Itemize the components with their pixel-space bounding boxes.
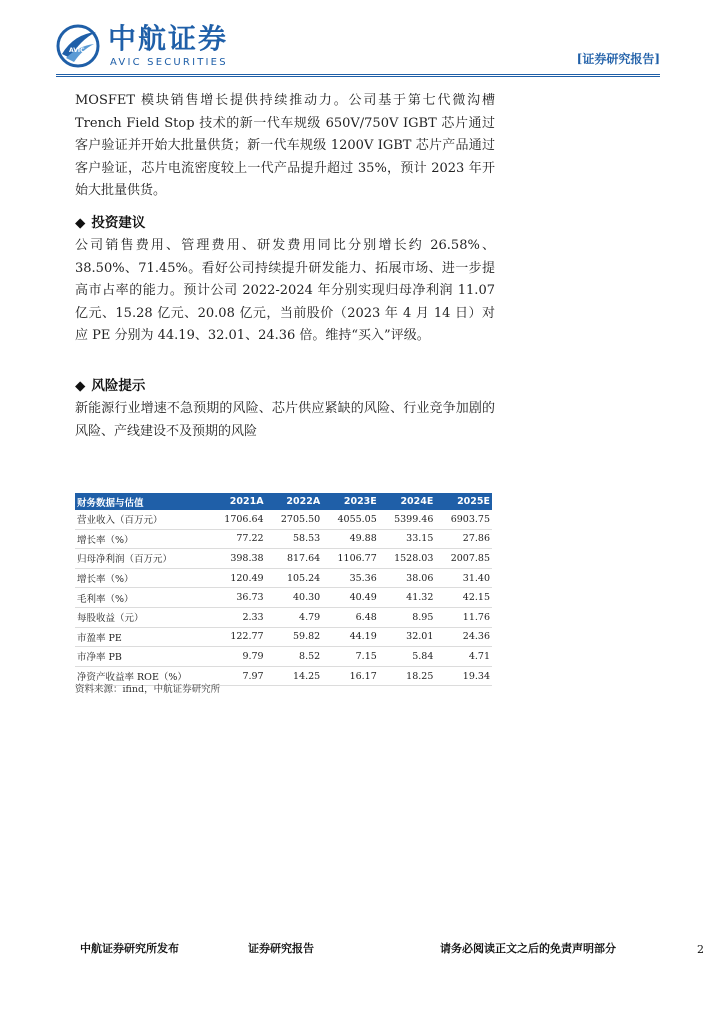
footer-report-type: 证券研究报告 xyxy=(248,942,314,955)
table-cell: 49.88 xyxy=(322,529,379,549)
table-cell: 40.49 xyxy=(322,588,379,608)
risk-section-title xyxy=(75,374,145,394)
diamond-bullet-icon: ◆ xyxy=(75,215,86,231)
table-header-cell: 2025E xyxy=(435,493,492,510)
table-cell: 16.17 xyxy=(322,666,379,686)
table-cell: 9.79 xyxy=(209,647,266,667)
table-cell: 14.25 xyxy=(266,666,323,686)
header-divider-secondary xyxy=(56,76,660,77)
table-header-row xyxy=(75,493,492,510)
table-row xyxy=(75,529,492,549)
table-cell: 59.82 xyxy=(266,627,323,647)
table-header-cell: 2023E xyxy=(322,493,379,510)
table-cell: 398.38 xyxy=(209,549,266,569)
page-header xyxy=(56,22,660,74)
table-cell: 31.40 xyxy=(435,568,492,588)
table-cell: 58.53 xyxy=(266,529,323,549)
table-cell: 增长率（%） xyxy=(75,568,209,588)
table-cell: 122.77 xyxy=(209,627,266,647)
table-cell: 1528.03 xyxy=(379,549,436,569)
table-cell: 4.79 xyxy=(266,607,323,627)
table-cell: 32.01 xyxy=(379,627,436,647)
table-cell: 18.25 xyxy=(379,666,436,686)
table-cell: 市盈率 PE xyxy=(75,627,209,647)
page-number: 2 xyxy=(697,943,704,956)
table-cell: 市净率 PB xyxy=(75,647,209,667)
table-cell: 40.30 xyxy=(266,588,323,608)
table-cell: 8.95 xyxy=(379,607,436,627)
table-cell: 27.86 xyxy=(435,529,492,549)
table-row xyxy=(75,549,492,569)
logo-chinese-name: 中航证券 xyxy=(108,22,229,55)
table-source-note: 资料来源：ifind，中航证券研究所 xyxy=(75,684,221,695)
table-cell: 38.06 xyxy=(379,568,436,588)
table-cell: 净资产收益率 ROE（%） xyxy=(75,666,209,686)
table-cell: 120.49 xyxy=(209,568,266,588)
table-cell: 35.36 xyxy=(322,568,379,588)
table-cell: 4055.05 xyxy=(322,510,379,529)
table-cell: 每股收益（元） xyxy=(75,607,209,627)
table-cell: 6.48 xyxy=(322,607,379,627)
table-cell: 36.73 xyxy=(209,588,266,608)
table-cell: 42.15 xyxy=(435,588,492,608)
header-divider xyxy=(56,74,660,75)
table-cell: 2705.50 xyxy=(266,510,323,529)
risk-paragraph: 新能源行业增速不急预期的风险、芯片供应紧缺的风险、行业竞争加剧的风险、产线建设不及预期的风险 xyxy=(75,401,495,439)
table-row xyxy=(75,647,492,667)
table-cell: 24.36 xyxy=(435,627,492,647)
table-cell: 11.76 xyxy=(435,607,492,627)
investment-paragraph: 公司销售费用、管理费用、研发费用同比分别增长约 26.58%、38.50%、71.45%。看好公司持续提升研发能力、拓展市场、进一步提高市占率的能力。预计公司 2022-2024 年分别实现归母净利润 11.07 亿元、15.28 亿元、20.08 亿元，当前股价（2023 年 4 月 14 日）对应 PE 分别为 44.19、32.01、24.36 倍。维持“买入”评级。 xyxy=(75,238,495,343)
table-header-cell: 2024E xyxy=(379,493,436,510)
table-cell: 2.33 xyxy=(209,607,266,627)
table-cell: 2007.85 xyxy=(435,549,492,569)
investment-title-text: 投资建议 xyxy=(91,215,146,231)
table-cell: 营业收入（百万元） xyxy=(75,510,209,529)
table-cell: 19.34 xyxy=(435,666,492,686)
intro-paragraph: MOSFET 模块销售增长提供持续推动力。公司基于第七代微沟槽 Trench Field Stop 技术的新一代车规级 650V/750V IGBT 芯片通过客户验证并开始大批量供货；新一代车规级 1200V IGBT 芯片产品通过客户验证，芯片电流密度较上一代产品提升超过 35%，预计 2023 年开始大批量供货。 xyxy=(75,93,495,198)
table-cell: 6903.75 xyxy=(435,510,492,529)
table-row xyxy=(75,568,492,588)
table-cell: 33.15 xyxy=(379,529,436,549)
table-cell: 增长率（%） xyxy=(75,529,209,549)
table-cell: 5399.46 xyxy=(379,510,436,529)
table-cell: 44.19 xyxy=(322,627,379,647)
investment-section-title xyxy=(75,211,145,231)
table-cell: 归母净利润（百万元） xyxy=(75,549,209,569)
table-header-cell: 2021A xyxy=(209,493,266,510)
table-cell: 1706.64 xyxy=(209,510,266,529)
table-row xyxy=(75,627,492,647)
table-header-cell: 财务数据与估值 xyxy=(75,493,209,510)
logo-mark-text: AVIC xyxy=(69,47,85,54)
table-cell: 817.64 xyxy=(266,549,323,569)
table-cell: 7.97 xyxy=(209,666,266,686)
table-header-cell: 2022A xyxy=(266,493,323,510)
diamond-bullet-icon: ◆ xyxy=(75,378,86,394)
footer-publisher: 中航证券研究所发布 xyxy=(80,942,179,955)
table-cell: 毛利率（%） xyxy=(75,588,209,608)
table-cell: 77.22 xyxy=(209,529,266,549)
table-cell: 41.32 xyxy=(379,588,436,608)
table-cell: 5.84 xyxy=(379,647,436,667)
table-row xyxy=(75,588,492,608)
table-cell: 105.24 xyxy=(266,568,323,588)
avic-logo-icon xyxy=(56,24,100,68)
financial-data-table xyxy=(75,493,492,686)
table-cell: 7.15 xyxy=(322,647,379,667)
table-cell: 1106.77 xyxy=(322,549,379,569)
table-cell: 4.71 xyxy=(435,647,492,667)
logo-english-name: AVIC SECURITIES xyxy=(110,57,228,68)
risk-title-text: 风险提示 xyxy=(91,378,146,394)
report-type-tag: [证券研究报告] xyxy=(576,52,660,66)
table-row xyxy=(75,607,492,627)
table-row xyxy=(75,510,492,529)
footer-disclaimer: 请务必阅读正文之后的免责声明部分 xyxy=(440,942,616,955)
table-cell: 8.52 xyxy=(266,647,323,667)
